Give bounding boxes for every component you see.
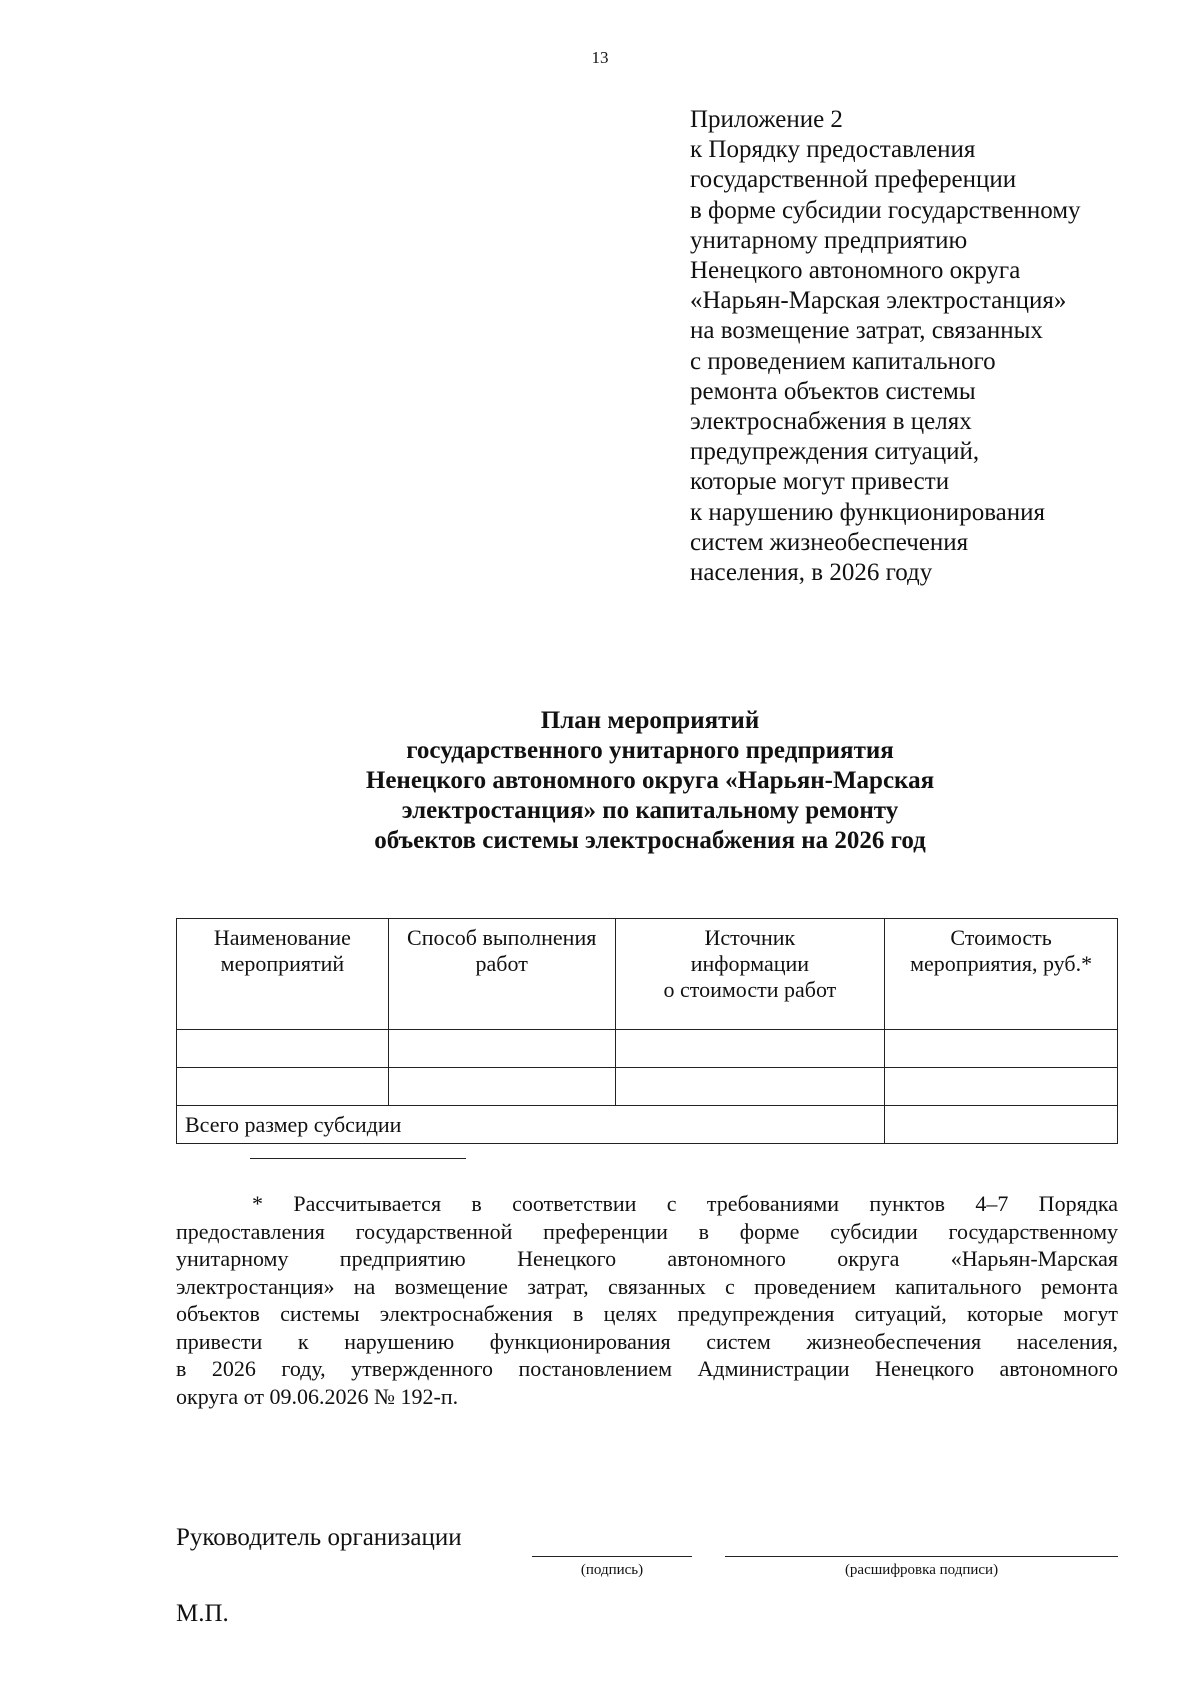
appendix-line: на возмещение затрат, связанных — [690, 317, 1043, 345]
appendix-line: Приложение 2 — [690, 106, 843, 133]
table-cell — [615, 1068, 885, 1106]
header-cost-source: Источник информации о стоимости работ — [615, 919, 885, 1030]
footnote-line: электростанция» на возмещение затрат, связанных с проведением капитального ремонта — [176, 1273, 1118, 1299]
appendix-line: с проведением капитального — [690, 347, 996, 375]
table-header-row — [177, 919, 1118, 1030]
appendix-line: к нарушению функционирования — [690, 498, 1046, 526]
table-cell — [885, 1030, 1118, 1068]
plan-title — [180, 706, 1120, 856]
appendix-line: которые могут привести — [690, 468, 950, 496]
table-cell — [177, 1030, 389, 1068]
total-value-cell — [885, 1106, 1118, 1144]
title-line: электростанция» по капитальному ремонту — [401, 797, 899, 824]
total-label: Всего размер субсидии — [177, 1106, 885, 1144]
table-row — [177, 1068, 1118, 1106]
appendix-line: систем жизнеобеспечения — [690, 528, 969, 556]
title-line: государственного унитарного предприятия — [406, 737, 894, 764]
footnote-line: унитарному предприятию Ненецкого автономного округа «Нарьян-Марская — [176, 1246, 1118, 1271]
header-method: Способ выполнения работ — [388, 919, 615, 1030]
appendix-block — [690, 105, 1140, 588]
table-cell — [388, 1030, 615, 1068]
footnote-line: округа от 09.06.2026 № 192-п. — [176, 1383, 459, 1409]
table-cell — [177, 1068, 389, 1106]
footnote-line: объектов системы электроснабжения в целях предупреждения ситуаций, которые могут — [176, 1301, 1118, 1326]
signature-caption: (подпись) — [580, 1562, 644, 1578]
signature-line — [532, 1556, 692, 1557]
title-line: объектов системы электроснабжения на 2026 год — [374, 827, 926, 854]
header-cost: Стоимость мероприятия, руб.* — [885, 919, 1118, 1030]
appendix-line: «Нарьян-Марская электростанция» — [690, 287, 1067, 315]
footnote-line: * Рассчитывается в соответствии с требованиями пунктов 4–7 Порядка — [252, 1191, 1118, 1216]
table-row — [177, 1030, 1118, 1068]
plan-table — [176, 918, 1118, 1144]
title-line: План мероприятий — [540, 707, 760, 734]
appendix-line: Ненецкого автономного округа — [690, 257, 1021, 285]
appendix-line: унитарному предприятию — [690, 226, 968, 254]
appendix-line: государственной преференции — [690, 166, 1017, 194]
signature-decode-caption: (расшифровка подписи) — [844, 1562, 999, 1578]
footnote-divider — [250, 1158, 466, 1159]
table-total-row — [177, 1106, 1118, 1144]
table-cell — [615, 1030, 885, 1068]
appendix-line: ремонта объектов системы — [690, 377, 976, 405]
page-number: 13 — [591, 48, 609, 67]
header-event-name: Наименование мероприятий — [177, 919, 389, 1030]
signature-decode-line — [725, 1556, 1118, 1557]
footnote — [176, 1190, 1118, 1410]
footnote-line: в 2026 году, утвержденного постановлением Администрации Ненецкого автономного — [176, 1356, 1118, 1381]
footnote-line: привести к нарушению функционирования систем жизнеобеспечения населения, — [176, 1328, 1118, 1354]
title-line: Ненецкого автономного округа «Нарьян-Марская — [365, 767, 935, 794]
seal-label: М.П. — [176, 1600, 229, 1627]
table-cell — [885, 1068, 1118, 1106]
footnote-line: предоставления государственной преференции в форме субсидии государственному — [176, 1218, 1118, 1244]
appendix-line: предупреждения ситуаций, — [690, 438, 980, 466]
appendix-line: населения, в 2026 году — [690, 559, 933, 587]
signatory-label: Руководитель организации — [176, 1524, 462, 1551]
table-cell — [388, 1068, 615, 1106]
appendix-line: электроснабжения в целях — [690, 408, 972, 436]
appendix-line: в форме субсидии государственному — [690, 196, 1081, 224]
appendix-line: к Порядку предоставления — [690, 136, 976, 164]
